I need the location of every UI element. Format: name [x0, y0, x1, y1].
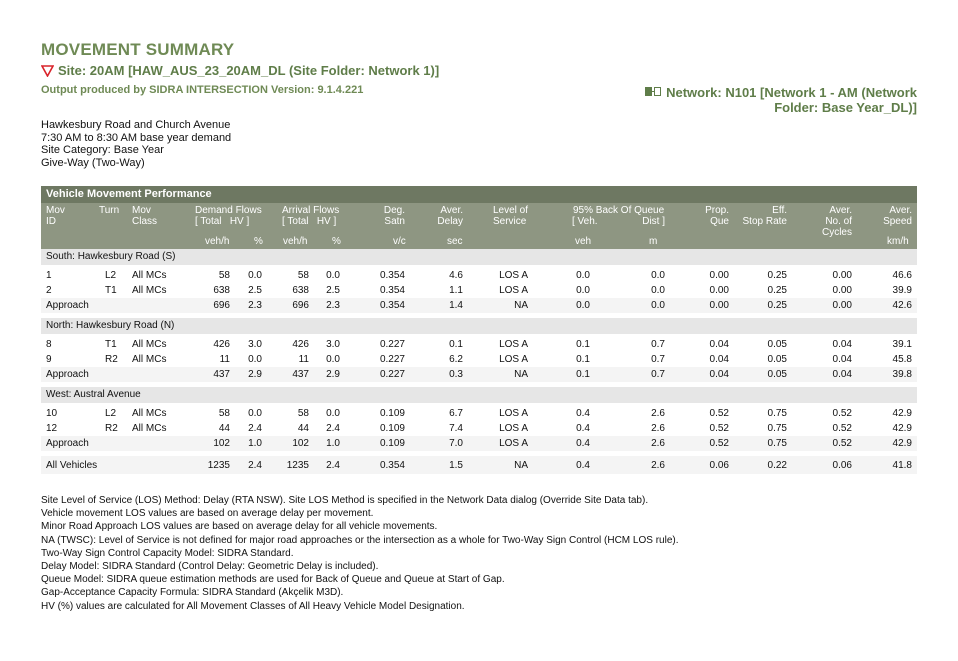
cell-ah: 1.0 [326, 438, 340, 449]
approach-section-south: South: Hawkesbury Road (S) [41, 249, 917, 265]
cell-cls: All MCs [132, 354, 167, 365]
hdr-los: Level of Service [493, 205, 529, 227]
cell-los: LOS A [499, 285, 528, 296]
cell-dh: 2.5 [248, 285, 262, 296]
hdr-mov-id: Mov ID [46, 205, 65, 227]
cell-prop: 0.00 [709, 285, 729, 296]
cell-prop: 0.04 [709, 339, 729, 350]
page-title: MOVEMENT SUMMARY [41, 40, 235, 59]
hdr-arrival: Arrival Flows [ Total HV ] [282, 205, 340, 227]
network-icon [645, 87, 661, 96]
cell-delay: 7.4 [449, 423, 463, 434]
cell-turn: R2 [105, 423, 118, 434]
cell-cyc: 0.52 [832, 438, 852, 449]
cell-id: 2 [46, 285, 52, 296]
cell-deg: 0.354 [379, 300, 405, 311]
cell-eff: 0.75 [767, 423, 787, 434]
cell-cyc: 0.52 [832, 408, 852, 419]
cell-delay: 6.7 [449, 408, 463, 419]
cell-delay: 4.6 [449, 270, 463, 281]
cell-cyc: 0.00 [832, 270, 852, 281]
hdr-queue: 95% Back Of Queue [573, 205, 665, 216]
hdr-prop-que: Prop. Que [705, 205, 729, 227]
cell-deg: 0.354 [379, 285, 405, 296]
table-row [41, 421, 917, 436]
cell-los: LOS A [499, 408, 528, 419]
cell-deg: 0.227 [379, 369, 405, 380]
cell-ah: 2.4 [326, 460, 340, 471]
cell-qd: 0.7 [651, 354, 665, 365]
site-triangle-icon [41, 65, 54, 77]
cell-prop: 0.00 [709, 300, 729, 311]
cell-ah: 0.0 [326, 408, 340, 419]
cell-ah: 2.3 [326, 300, 340, 311]
cell-los: LOS A [499, 339, 528, 350]
hdr-cycles: Aver. No. of Cycles [821, 205, 852, 238]
table-row [41, 406, 917, 421]
unit-arrival-total: veh/h [283, 236, 308, 247]
cell-dt: 1235 [207, 460, 230, 471]
cell-cls: All MCs [132, 408, 167, 419]
cell-spd: 45.8 [892, 354, 912, 365]
table-row [41, 268, 917, 283]
cell-qd: 2.6 [651, 408, 665, 419]
cell-qv: 0.1 [576, 339, 590, 350]
cell-dt: 11 [219, 354, 230, 365]
cell-deg: 0.354 [379, 460, 405, 471]
cell-qv: 0.4 [576, 438, 590, 449]
cell-deg: 0.354 [379, 270, 405, 281]
cell-delay: 7.0 [449, 438, 463, 449]
hdr-class: Mov Class [132, 205, 158, 227]
cell-deg: 0.227 [379, 354, 405, 365]
cell-at: 11 [298, 354, 309, 365]
cell-cls: All MCs [132, 339, 167, 350]
cell-spd: 41.8 [892, 460, 912, 471]
cell-qv: 0.1 [576, 354, 590, 365]
cell-qd: 0.0 [651, 270, 665, 281]
north-rows [41, 337, 917, 367]
cell-cyc: 0.04 [832, 369, 852, 380]
note-line: Delay Model: SIDRA Standard (Control Delay: Geometric Delay is included). [41, 561, 379, 573]
hdr-delay: Aver. Delay [437, 205, 463, 227]
hdr-eff-stop: Eff. Stop Rate [742, 205, 787, 227]
cell-eff: 0.25 [767, 285, 787, 296]
hdr-turn: Turn [99, 205, 120, 216]
cell-cyc: 0.52 [832, 423, 852, 434]
cell-spd: 46.6 [892, 270, 912, 281]
cell-dt: 437 [213, 369, 230, 380]
cell-deg: 0.109 [379, 423, 405, 434]
cell-los: NA [514, 300, 528, 311]
cell-dh: 0.0 [248, 270, 262, 281]
hdr-demand: Demand Flows [ Total HV ] [195, 205, 262, 227]
cell-ah: 2.9 [326, 369, 340, 380]
cell-dh: 2.3 [248, 300, 262, 311]
cell-cls: All MCs [132, 423, 167, 434]
table-title: Vehicle Movement Performance [41, 186, 917, 203]
note-line: Queue Model: SIDRA queue estimation methods are used for Back of Queue and Queue at Start of Gap. [41, 574, 505, 586]
cell-prop: 0.04 [709, 354, 729, 365]
table-row [41, 352, 917, 367]
cell-at: 426 [292, 339, 309, 350]
west-rows [41, 406, 917, 436]
cell-qv: 0.4 [576, 460, 590, 471]
cell-qv: 0.0 [576, 285, 590, 296]
cell-turn: L2 [105, 270, 117, 281]
cell-dt: 58 [218, 270, 230, 281]
cell-los: LOS A [499, 354, 528, 365]
note-line: Two-Way Sign Control Capacity Model: SIDRA Standard. [41, 547, 294, 559]
approach-row [41, 298, 917, 313]
cell-id: Approach [46, 438, 89, 449]
cell-eff: 0.05 [767, 369, 787, 380]
approach-section-north: North: Hawkesbury Road (N) [41, 318, 917, 334]
cell-dh: 0.0 [248, 408, 262, 419]
cell-at: 58 [297, 408, 309, 419]
note-line: HV (%) values are calculated for All Movement Classes of All Heavy Vehicle Model Designation. [41, 600, 465, 612]
unit-queue-veh: veh [575, 236, 592, 247]
cell-eff: 0.05 [767, 354, 787, 365]
site-name: Site: 20AM [HAW_AUS_23_20AM_DL (Site Folder: Network 1)] [58, 63, 440, 78]
cell-eff: 0.22 [767, 460, 787, 471]
cell-spd: 42.6 [892, 300, 912, 311]
cell-cyc: 0.04 [832, 339, 852, 350]
hdr-deg-satn: Deg. Satn [383, 205, 405, 227]
table-row [41, 283, 917, 298]
cell-qd: 2.6 [651, 438, 665, 449]
approach-section-west: West: Austral Avenue [41, 387, 917, 403]
cell-los: NA [514, 460, 528, 471]
cell-delay: 1.1 [449, 285, 463, 296]
cell-ah: 2.4 [326, 423, 340, 434]
cell-ah: 0.0 [326, 354, 340, 365]
cell-dt: 696 [213, 300, 230, 311]
cell-ah: 3.0 [326, 339, 340, 350]
cell-prop: 0.00 [709, 270, 729, 281]
cell-qv: 0.0 [576, 300, 590, 311]
cell-dh: 1.0 [248, 438, 262, 449]
cell-id: 1 [46, 270, 52, 281]
unit-arrival-hv: % [332, 236, 341, 247]
site-info [41, 119, 231, 169]
south-rows [41, 268, 917, 298]
note-line: Gap-Acceptance Capacity Formula: SIDRA Standard (Akçelik M3D). [41, 587, 344, 599]
network-name-line2: Folder: Base Year_DL)] [774, 100, 917, 115]
hdr-queue-veh: [ Veh. [572, 216, 598, 227]
cell-dh: 2.4 [248, 460, 262, 471]
unit-demand-total: veh/h [205, 236, 230, 247]
cell-delay: 1.5 [449, 460, 463, 471]
cell-prop: 0.04 [709, 369, 729, 380]
cell-spd: 42.9 [892, 438, 912, 449]
output-note: Output produced by SIDRA INTERSECTION Version: 9.1.4.221 [41, 84, 364, 96]
cell-cyc: 0.00 [832, 285, 852, 296]
cell-at: 44 [297, 423, 309, 434]
cell-qd: 0.7 [651, 369, 665, 380]
cell-dh: 2.4 [248, 423, 262, 434]
cell-dt: 638 [213, 285, 230, 296]
cell-eff: 0.25 [767, 300, 787, 311]
cell-cls: All MCs [132, 270, 167, 281]
cell-eff: 0.75 [767, 408, 787, 419]
cell-prop: 0.52 [709, 408, 729, 419]
approach-row [41, 436, 917, 451]
cell-ah: 2.5 [326, 285, 340, 296]
cell-deg: 0.227 [379, 339, 405, 350]
cell-dt: 44 [218, 423, 230, 434]
cell-delay: 0.3 [449, 369, 463, 380]
cell-spd: 42.9 [892, 423, 912, 434]
movement-performance-table [41, 186, 917, 474]
cell-qd: 2.6 [651, 460, 665, 471]
cell-id: 9 [46, 354, 52, 365]
cell-deg: 0.109 [379, 408, 405, 419]
info-period: 7:30 AM to 8:30 AM base year demand [41, 131, 232, 144]
notes [41, 494, 679, 613]
cell-qd: 2.6 [651, 423, 665, 434]
note-line: Vehicle movement LOS values are based on average delay per movement. [41, 508, 374, 520]
cell-dh: 3.0 [248, 339, 262, 350]
cell-eff: 0.05 [767, 339, 787, 350]
note-line: Minor Road Approach LOS values are based on average delay for all vehicle movements. [41, 521, 438, 533]
cell-id: 10 [46, 408, 58, 419]
cell-at: 437 [292, 369, 309, 380]
cell-prop: 0.06 [709, 460, 729, 471]
cell-dt: 58 [218, 408, 230, 419]
approach-row [41, 367, 917, 382]
cell-dh: 2.9 [248, 369, 262, 380]
cell-prop: 0.52 [709, 423, 729, 434]
hdr-queue-dist: Dist ] [642, 216, 665, 227]
cell-qv: 0.1 [576, 369, 590, 380]
cell-qv: 0.4 [576, 423, 590, 434]
cell-delay: 6.2 [449, 354, 463, 365]
cell-dh: 0.0 [248, 354, 262, 365]
info-intersection: Hawkesbury Road and Church Avenue [41, 119, 231, 131]
note-line: Site Level of Service (LOS) Method: Delay (RTA NSW). Site LOS Method is specified in the Network Data dialog (Override Site Data tab). [41, 495, 649, 506]
cell-dt: 102 [213, 438, 230, 449]
cell-qd: 0.0 [651, 300, 665, 311]
cell-spd: 39.9 [892, 285, 912, 296]
cell-at: 1235 [286, 460, 309, 471]
all-vehicles-row [41, 456, 917, 474]
cell-eff: 0.25 [767, 270, 787, 281]
unit-speed: km/h [887, 236, 909, 247]
cell-id: 8 [46, 339, 52, 350]
note-line: NA (TWSC): Level of Service is not defined for major road approaches or the intersection as a whole for Two-Way Sign Control (HCM LOS rule). [41, 534, 679, 546]
cell-spd: 39.8 [892, 369, 912, 380]
cell-eff: 0.75 [767, 438, 787, 449]
cell-delay: 1.4 [449, 300, 463, 311]
table-header [41, 203, 917, 249]
cell-los: LOS A [499, 438, 528, 449]
table-row [41, 337, 917, 352]
network-heading [597, 85, 917, 115]
cell-qv: 0.0 [576, 270, 590, 281]
cell-cyc: 0.00 [832, 300, 852, 311]
cell-delay: 0.1 [449, 339, 463, 350]
cell-ah: 0.0 [326, 270, 340, 281]
unit-delay: sec [447, 236, 463, 247]
unit-demand-hv: % [254, 236, 263, 247]
cell-at: 58 [297, 270, 309, 281]
cell-dt: 426 [213, 339, 230, 350]
cell-at: 696 [292, 300, 309, 311]
cell-turn: T1 [105, 339, 117, 350]
cell-turn: T1 [105, 285, 117, 296]
cell-id: All Vehicles [46, 460, 98, 471]
cell-qd: 0.7 [651, 339, 665, 350]
cell-cyc: 0.06 [832, 460, 852, 471]
cell-los: LOS A [499, 423, 528, 434]
info-category: Site Category: Base Year [41, 144, 164, 156]
cell-turn: R2 [105, 354, 118, 365]
cell-los: NA [514, 369, 528, 380]
unit-deg: v/c [393, 236, 406, 247]
cell-id: Approach [46, 300, 89, 311]
cell-id: 12 [46, 423, 58, 434]
cell-qv: 0.4 [576, 408, 590, 419]
unit-queue-dist: m [649, 236, 658, 247]
site-heading [41, 63, 439, 78]
cell-turn: L2 [105, 408, 117, 419]
cell-spd: 42.9 [892, 408, 912, 419]
cell-at: 102 [292, 438, 309, 449]
hdr-speed: Aver. Speed [883, 205, 912, 227]
info-control: Give-Way (Two-Way) [41, 156, 145, 169]
cell-deg: 0.109 [379, 438, 405, 449]
cell-qd: 0.0 [651, 285, 665, 296]
cell-los: LOS A [499, 270, 528, 281]
cell-prop: 0.52 [709, 438, 729, 449]
cell-at: 638 [292, 285, 309, 296]
cell-cyc: 0.04 [832, 354, 852, 365]
network-name-line1: Network: N101 [Network 1 - AM (Network [666, 85, 917, 100]
cell-spd: 39.1 [892, 339, 912, 350]
cell-cls: All MCs [132, 285, 167, 296]
cell-id: Approach [46, 369, 89, 380]
